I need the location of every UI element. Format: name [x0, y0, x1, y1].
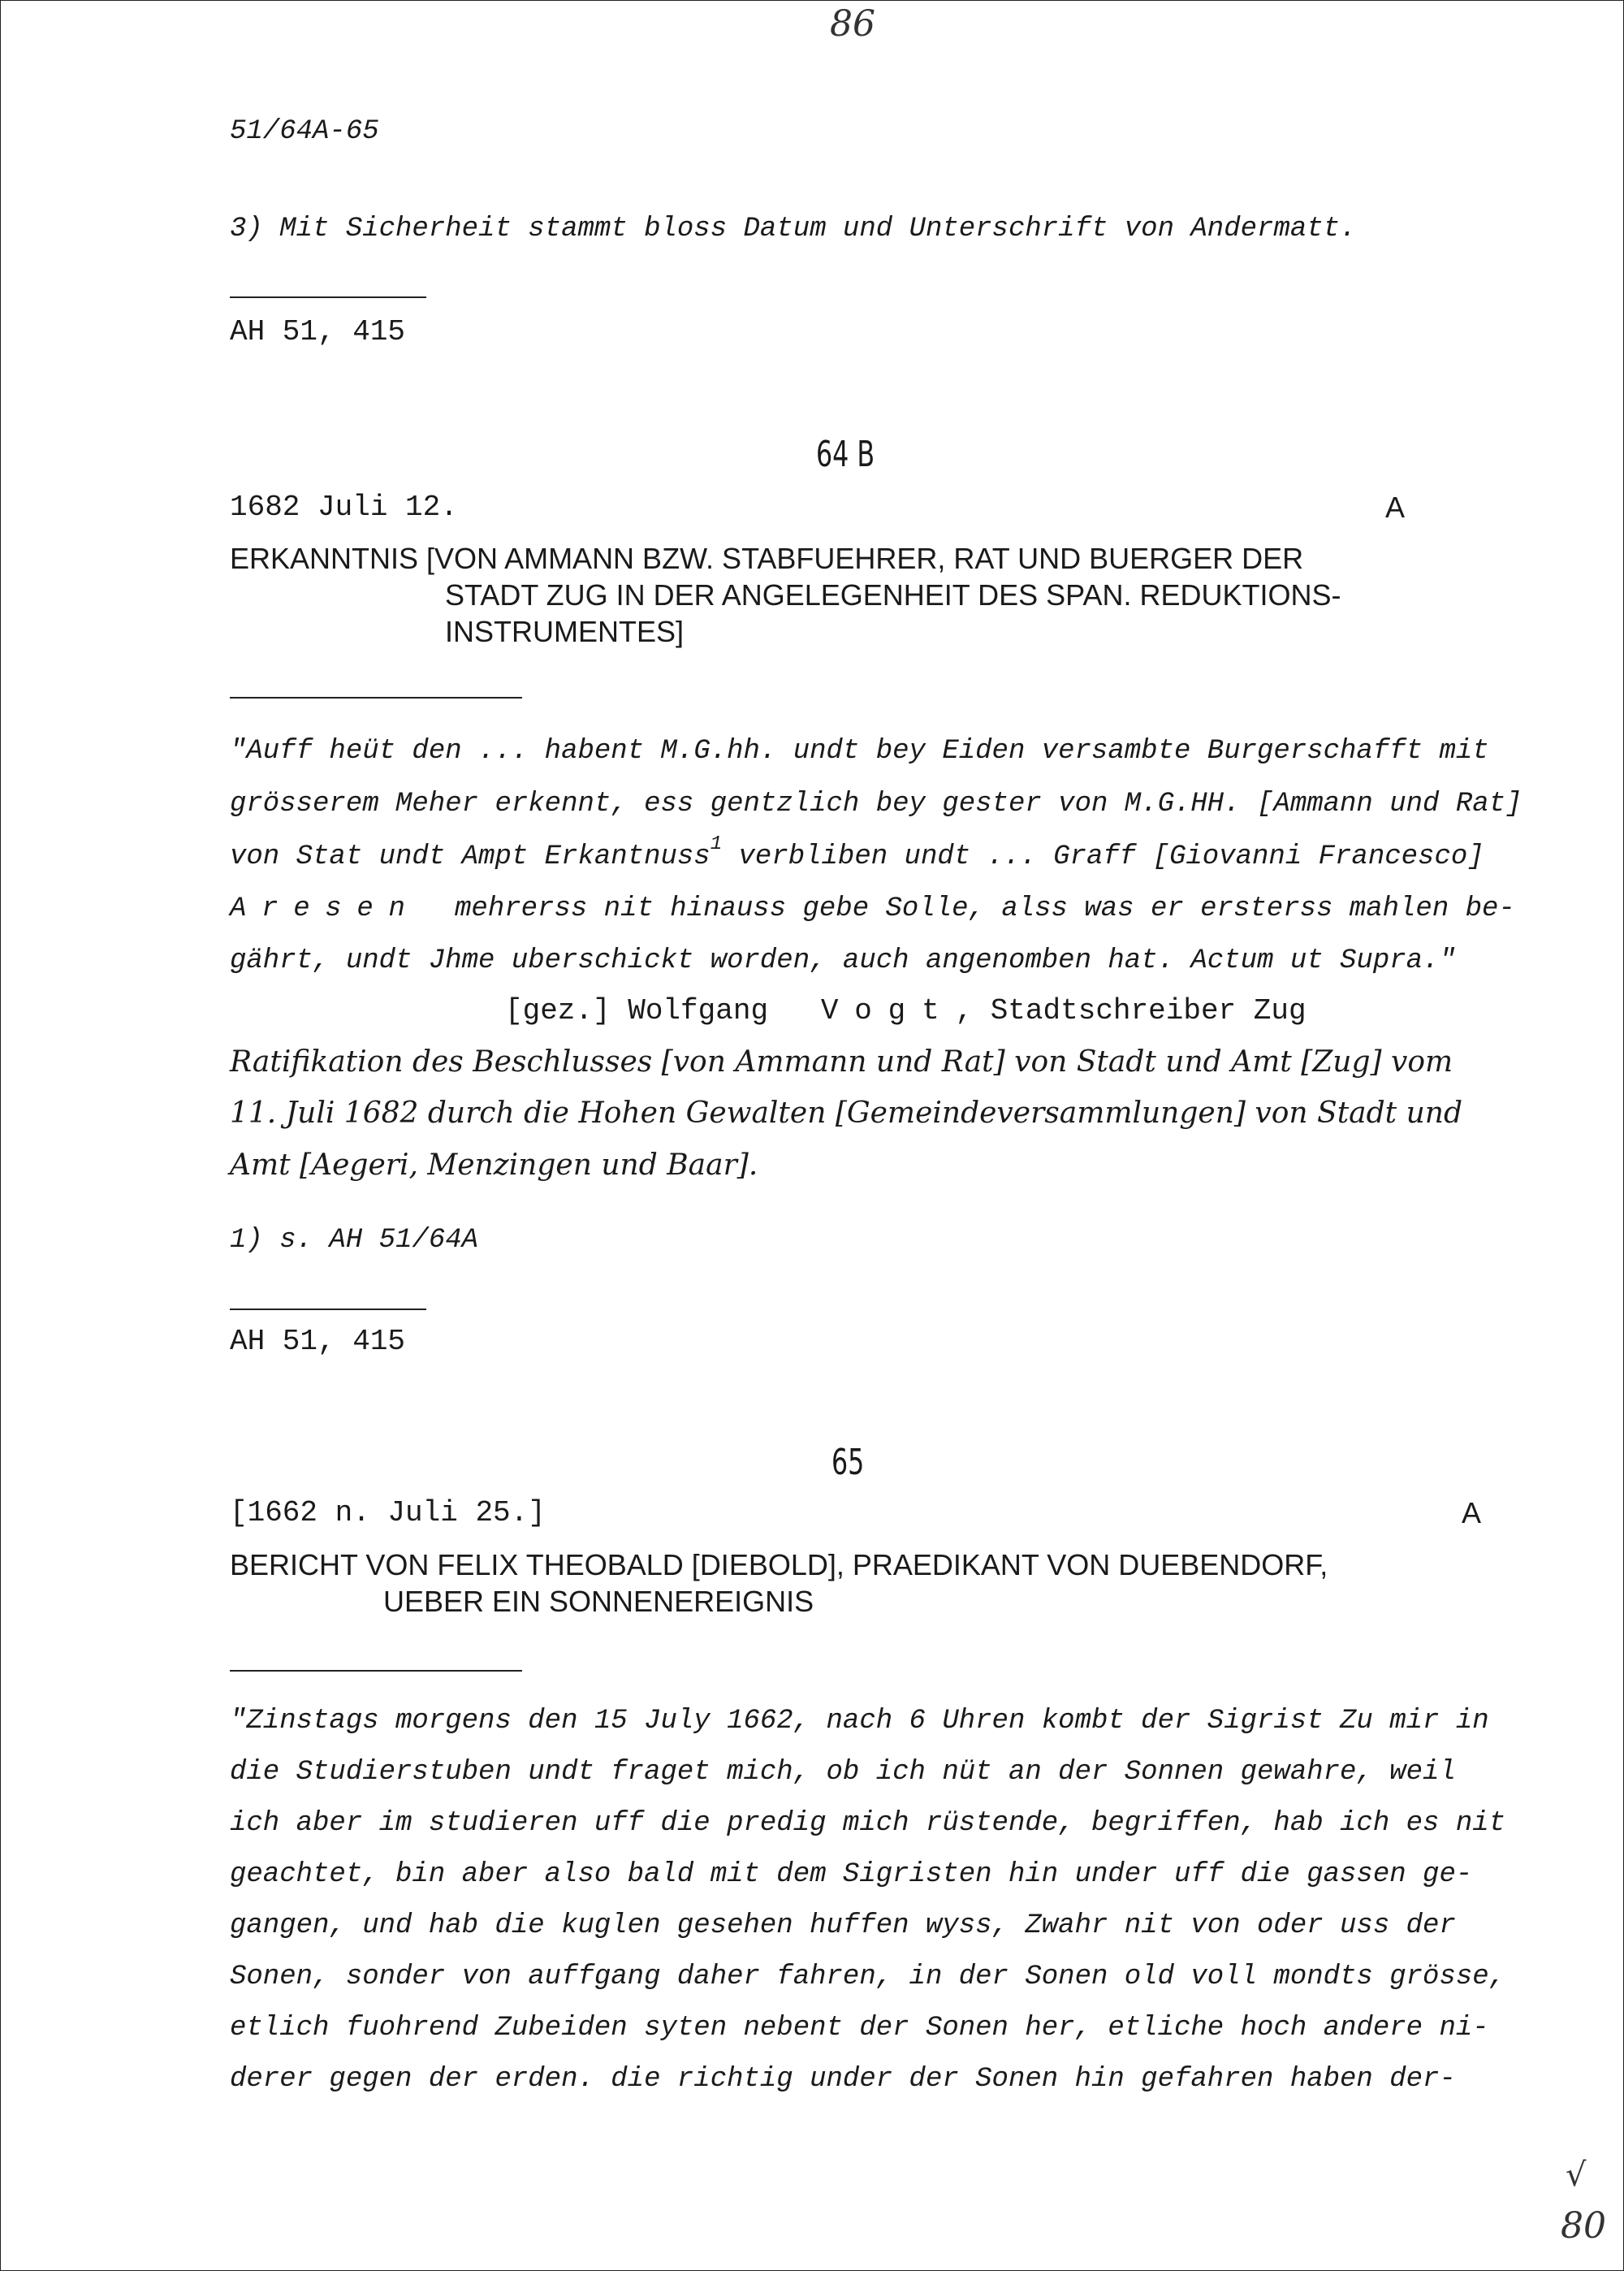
divider: [230, 697, 522, 699]
quote-text: von Stat undt Ampt Erkantnuss: [230, 841, 710, 872]
signature-name: Vogt: [820, 994, 956, 1027]
quote-line: [230, 833, 1484, 872]
document-title-line: UEBER EIN SONNENEREIGNIS: [383, 1585, 814, 1618]
margin-number-handwritten: 80: [1561, 2205, 1606, 2247]
quote-line: gangen, und hab die kuglen gesehen huffen wyss, Zwahr nit von oder uss der: [230, 1910, 1456, 1941]
signature-line: [505, 994, 1307, 1027]
document-title-line: BERICHT VON FELIX THEOBALD [DIEBOLD], PRAEDIKANT VON DUEBENDORF,: [230, 1548, 1328, 1581]
document-title-line: STADT ZUG IN DER ANGELEGENHEIT DES SPAN. REDUKTIONS-: [445, 578, 1341, 612]
ratification-line: 11. Juli 1682 durch die Hohen Gewalten [Gemeindeversammlungen] von Stadt und: [230, 1097, 1462, 1130]
document-type-letter: A: [1385, 491, 1406, 524]
document-title-line: INSTRUMENTES]: [445, 615, 685, 648]
archive-reference: AH 51, 415: [230, 1325, 406, 1358]
checkmark-icon: √: [1566, 2156, 1587, 2194]
footnote: 1) s. AH 51/64A: [230, 1225, 479, 1256]
quote-line: "Zinstags morgens den 15 July 1662, nach 6 Uhren kombt der Sigrist Zu mir in: [230, 1706, 1489, 1737]
quote-text: verbliben undt ... Graff [Giovanni Francesco]: [722, 841, 1484, 872]
reference-code: 51/64A-65: [230, 116, 379, 147]
top-footnote: 3) Mit Sicherheit stammt bloss Datum und Unterschrift von Andermatt.: [230, 214, 1357, 244]
quote-line: derer gegen der erden. die richtig under der Sonen hin gefahren haben der-: [230, 2064, 1456, 2095]
document-number: 64 B: [816, 434, 875, 475]
quote-line: [230, 893, 1515, 924]
quote-line: "Auff heüt den ... habent M.G.hh. undt bey Eiden versambte Burgerschafft mit: [230, 736, 1489, 767]
document-type-letter: A: [1462, 1496, 1482, 1529]
page-number-handwritten: 86: [830, 3, 875, 45]
quote-line: die Studierstuben undt fraget mich, ob ich nüt an der Sonnen gewahre, weil: [230, 1757, 1456, 1788]
document-title-line: ERKANNTNIS [VON AMMANN BZW. STABFUEHRER, RAT UND BUERGER DER: [230, 542, 1304, 575]
spaced-name: Aresen: [230, 893, 421, 924]
ratification-line: Amt [Aegeri, Menzingen und Baar].: [230, 1148, 758, 1182]
document-date: 1682 Juli 12.: [230, 491, 458, 524]
quote-line: Sonen, sonder von auffgang daher fahren, in der Sonen old voll mondts grösse,: [230, 1962, 1506, 1992]
divider: [230, 1670, 522, 1672]
ratification-line: Ratifikation des Beschlusses [von Ammann und Rat] von Stadt und Amt [Zug] vom: [230, 1045, 1453, 1079]
quote-line: gährt, undt Jhme uberschickt worden, auch angenomben hat. Actum ut Supra.": [230, 945, 1456, 976]
divider: [230, 296, 426, 298]
quote-line: etlich fuohrend Zubeiden syten nebent der Sonen her, etliche hoch andere ni-: [230, 2013, 1489, 2044]
signature-text: , Stadtschreiber Zug: [955, 994, 1307, 1027]
quote-line: geachtet, bin aber also bald mit dem Sigristen hin under uff die gassen ge-: [230, 1859, 1473, 1890]
quote-line: ich aber im studieren uff die predig mich rüstende, begriffen, hab ich es nit: [230, 1808, 1506, 1839]
document-number: 65: [831, 1442, 865, 1483]
divider: [230, 1309, 426, 1310]
signature-text: [gez.] Wolfgang: [505, 994, 769, 1027]
quote-line: grösserem Meher erkennt, ess gentzlich bey gester von M.G.HH. [Ammann und Rat]: [230, 789, 1522, 820]
document-date: [1662 n. Juli 25.]: [230, 1496, 546, 1529]
footnote-marker: 1: [710, 833, 723, 855]
quote-text: mehrerss nit hinauss gebe Solle, alss was er ersterss mahlen be-: [455, 893, 1515, 924]
archive-reference: AH 51, 415: [230, 315, 406, 348]
